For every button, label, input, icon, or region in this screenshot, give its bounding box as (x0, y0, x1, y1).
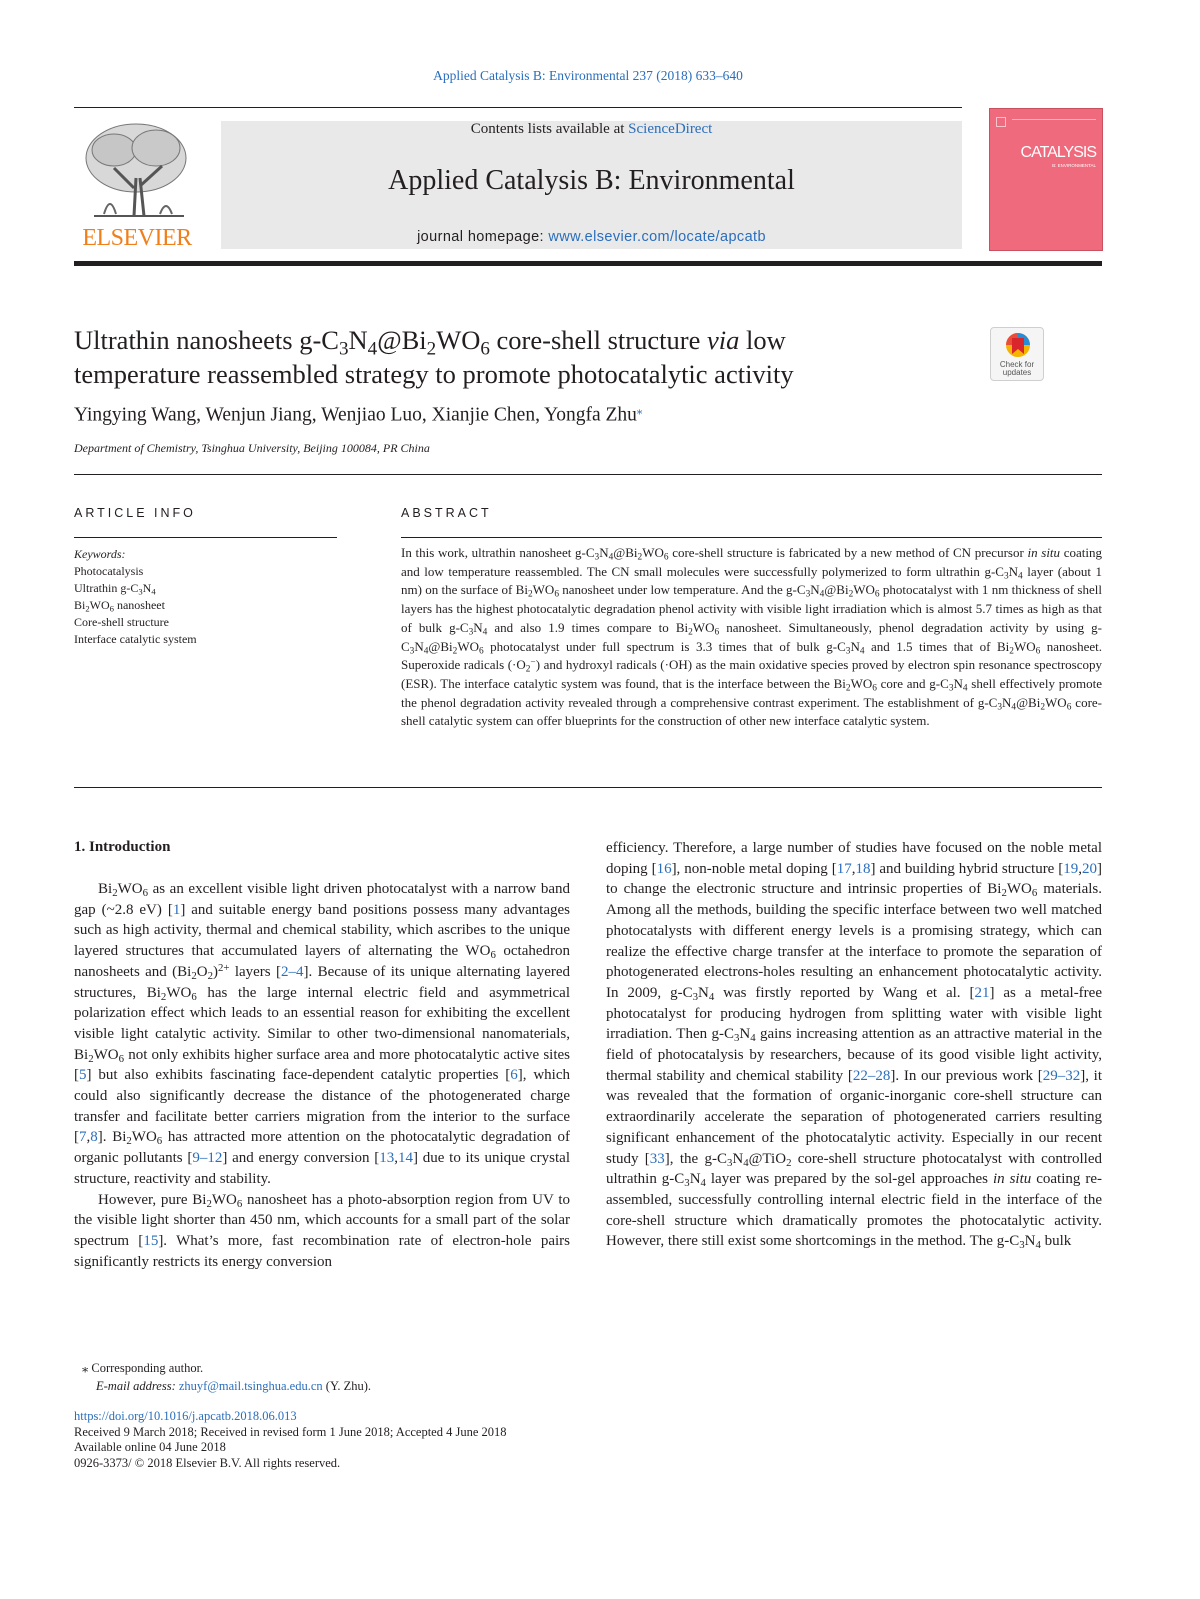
copyright: 0926-3373/ © 2018 Elsevier B.V. All rights reserved. (74, 1455, 341, 1470)
corresponding-author-note: ⁎ Corresponding author. (82, 1361, 204, 1375)
authors-text: Yingying Wang, Wenjun Jiang, Wenjiao Luo, Xianjie Chen, Yongfa Zhu (74, 404, 637, 426)
citation-link[interactable]: 14 (398, 1150, 414, 1167)
available-online: Available online 04 June 2018 (74, 1440, 226, 1454)
keyword-item: Core-shell structure (74, 615, 169, 629)
footnote (74, 1359, 371, 1395)
body-column-right (606, 838, 1102, 1252)
contents-line (221, 121, 962, 138)
citation-link[interactable]: 29–32 (1042, 1067, 1081, 1084)
journal-title: Applied Catalysis B: Environmental (388, 165, 795, 196)
header-top-rule (74, 107, 962, 108)
citation-link[interactable]: 1 (172, 901, 181, 918)
article-info-heading: ARTICLE INFO (74, 506, 196, 520)
paragraph: efficiency. Therefore, a large number of studies have focused on the noble metal doping [16], non-noble metal doping [17,18] and building hybrid structure [19,20] to change the electronic structure and intrinsic properties of $Bi_2WO_6$ materials. Among all the methods, building the specific interface between two well matched photocatalysts with different energy levels is a promising strategy, which can realize the effective charge transfer at the interface to promote the separation of photogenerated electrons-holes resulting an enhancement photocatalytic activity. In 2009, $g-C_3N_4$ was firstly reported by Wang et al. [21] as a metal-free photocatalyst for producing hydrogen from splitting water with visible light irradiation. Then $g-C_3N_4$ gains increasing attention as an attractive material in the field of photocatalysis by researchers, because of its good visible light activity, thermal stability and chemical stability [22–28]. In our previous work [29–32], it was revealed that the formation of organic-inorganic core-shell structure can extraordinarily accelerate the separation of photogenerated carriers resulting significant enhancement of the photocatalytic activity. Especially in our recent study [33], the $g-C_3N_4@TiO_2$ core-shell structure photocatalyst with controlled ultrathin $g-C_3N_4$ layer was prepared by the sol-gel approaches in situ coating re-assembled, successfully controlling internal electric field in the interface of the core-shell structure which dramatically promotes the photocatalytic activity. However, there still exist some shortcomings in the method. The $g-C_3N_4$ bulk (606, 840, 1103, 1252)
paragraph: $Bi_2WO_6$ as an excellent visible light driven photocatalyst with a narrow band gap (~2.8 eV) [1] and suitable energy band positions possess many advantages such as high activity, thermal and chemical stability, which ascribes to the unique layered structures that accumulated layers of alternating the $WO_6$ octahedron nanosheets and $(Bi_2O_2)^{2+}$ layers [2–4]. Because of its unique alternating layered structures, $Bi_2WO_6$ has the large internal electric field and asymmetrical polarization effect which leads to an essential reason for exhibiting the excellent visible light catalytic activity. Similar to other two-dimensional nanomaterials, $Bi_2WO_6$ not only exhibits higher surface area and more photocatalytic active sites [5] but also exhibits fascinating face-dependent catalytic properties [6], which could also significantly decrease the distance of the photogenerated charge transfer and facilitate better carriers migration from the interior to the surface [7,8]. $Bi_2WO_6$ has attracted more attention on the photocatalytic degradation of organic pollutants [9–12] and energy conversion [13,14] due to its unique crystal structure, reactivity and stability. (74, 881, 571, 1187)
abstract-heading: ABSTRACT (401, 506, 492, 520)
citation-link[interactable]: 19 (1063, 860, 1079, 877)
elsevier-logo (74, 118, 200, 252)
article-info-rule (74, 537, 337, 538)
email-line: E-mail address: zhuyf@mail.tsinghua.edu.cn (Y. Zhu). (96, 1379, 372, 1393)
publication-info (74, 1409, 507, 1471)
article-title (74, 323, 954, 391)
citation-link[interactable]: 22–28 (852, 1067, 891, 1084)
keyword-item: $Bi_2WO_6$ nanosheet (74, 598, 165, 614)
citation-link[interactable]: 7 (79, 1129, 87, 1146)
check-for-updates-button[interactable] (990, 327, 1044, 381)
contents-prefix: Contents lists available at (470, 121, 629, 137)
paragraph: However, pure $Bi_2WO_6$ nanosheet has a photo-absorption region from UV to the visible light shorter than 450 nm, which accounts for a small part of the solar spectrum [15]. What’s more, fast recombination rate of electron-hole pairs significantly restricts its energy conversion (74, 1191, 570, 1270)
cover-logo-icon (996, 117, 1006, 127)
header-bottom-rule (74, 261, 1102, 266)
tree-logo-icon (74, 118, 200, 222)
abstract-bottom-rule (74, 787, 1102, 788)
citation-link[interactable]: 21 (974, 984, 990, 1001)
citation-link[interactable]: 33 (649, 1150, 665, 1167)
cover-subtitle: B: ENVIRONMENTAL (1052, 163, 1096, 168)
corresponding-author-link[interactable]: ⁎ (636, 405, 643, 417)
keyword-item: Interface catalytic system (74, 632, 197, 646)
citation-link[interactable]: 6 (510, 1067, 518, 1084)
homepage-line (221, 229, 962, 245)
author-list (74, 404, 642, 427)
citation-link[interactable]: 18 (855, 860, 871, 877)
citation-link[interactable]: 9–12 (192, 1150, 223, 1167)
journal-reference-link[interactable]: Applied Catalysis B: Environmental 237 (2018) 633–640 (433, 68, 743, 83)
homepage-link[interactable]: www.elsevier.com/locate/apcatb (548, 229, 766, 245)
citation-link[interactable]: 20 (1082, 860, 1097, 877)
affiliation-rule (74, 474, 1102, 475)
citation-link[interactable]: 8 (90, 1129, 98, 1146)
homepage-prefix: journal homepage: (417, 229, 549, 245)
article-title-line2: temperature reassembled strategy to promote photocatalytic activity (74, 359, 794, 389)
journal-cover-image (989, 108, 1103, 251)
abstract-rule (401, 537, 1102, 538)
keywords-block (74, 546, 197, 648)
abstract-text: In this work, ultrathin nanosheet $g-C_3N_4@Bi_2WO_6$ core-shell structure is fabricated by a new method of CN precursor in situ coating and low temperature reassembled. The CN small molecules were successfully polymerized to form ultrathin $g-C_3N_4$ layer (about 1 nm) on the surface of $Bi_2WO_6$ nanosheet under low temperature. And the $g-C_3N_4@Bi_2WO_6$ photocatalyst with 1 nm thickness of shell layers has the highest photocatalytic degradation phenol activity with visible light irradiation which is almost 5.7 times as high as that of bulk $g-C_3N_4$ and also 1.9 times compare to $Bi_2WO_6$ nanosheet. Simultaneously, phenol degradation activity by using $g-C_3N_4@Bi_2WO_6$ photocatalyst under full spectrum is 3.3 times that of bulk $g-C_3N_4$ and 1.5 times that of $Bi_2WO_6$ nanosheet. Superoxide radicals $(\cdot O_2^-)$ and hydroxyl radicals (·OH) as the main oxidative species proved by electron spin resonance spectroscopy (ESR). The interface catalytic system was found, that is the interface between the $Bi_2WO_6$ core and $g-C_3N_4$ shell effectively promote the phenol degradation activity revealed through a comprehensive contrast experiment. The establishment of $g-C_3N_4@Bi_2WO_6$ core-shell catalytic system can offer blueprints for the construction of other new interface catalytic system. (401, 545, 1103, 729)
journal-banner (221, 121, 962, 249)
check-for-updates-label: Check for updates (999, 360, 1035, 377)
article-title-line1: Ultrathin nanosheets $g-C_3N_4@Bi_2WO_6$ core-shell structure via low (74, 325, 786, 360)
citation-link[interactable]: 16 (656, 860, 672, 877)
cover-title: CATALYSIS (1020, 144, 1096, 161)
email-link[interactable]: zhuyf@mail.tsinghua.edu.cn (178, 1379, 323, 1393)
received-dates: Received 9 March 2018; Received in revised form 1 June 2018; Accepted 4 June 2018 (74, 1424, 507, 1439)
keywords-label: Keywords: (74, 547, 126, 561)
cover-rule (1012, 119, 1096, 120)
citation-link[interactable]: 2–4 (280, 963, 304, 980)
doi-link[interactable]: https://doi.org/10.1016/j.apcatb.2018.06.013 (74, 1409, 297, 1423)
citation-link[interactable]: 15 (143, 1232, 159, 1249)
section-heading-introduction: 1. Introduction (74, 839, 171, 855)
sciencedirect-link[interactable]: ScienceDirect (628, 121, 713, 137)
citation-link[interactable]: 13 (379, 1150, 395, 1167)
elsevier-wordmark: ELSEVIER (82, 225, 192, 251)
affiliation: Department of Chemistry, Tsinghua University, Beijing 100084, PR China (74, 441, 430, 455)
keyword-item: Photocatalysis (74, 564, 144, 578)
body-column-left (74, 879, 570, 1272)
citation-link[interactable]: 17 (836, 860, 852, 877)
keyword-item: Ultrathin $g-C_3N_4$ (74, 581, 156, 597)
citation-link[interactable]: 5 (79, 1067, 87, 1084)
bookmark-icon (991, 328, 1045, 362)
